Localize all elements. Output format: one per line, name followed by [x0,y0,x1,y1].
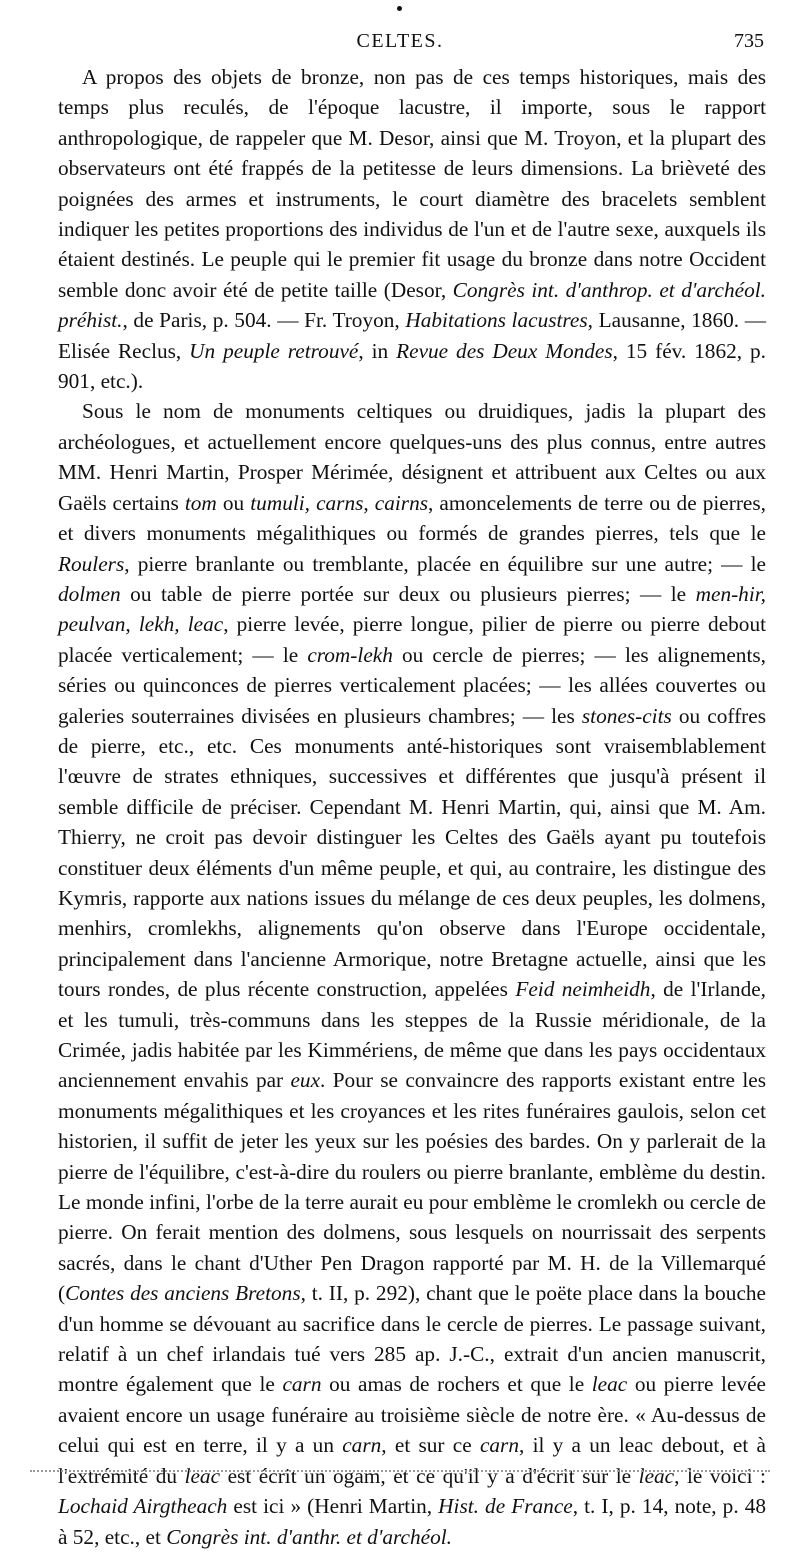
text-run: ou amas de rochers et que le [321,1372,592,1397]
text-run: A propos des objets de bronze, non pas de ces temps historiques, mais des temps plus reculés, de l'époque lacustre, il importe, sous le rapport anthropologique, de rappeler que M. Desor, ainsi que M. Troyon, et la plupart des observateurs ont été frappés de la petitesse de leurs dimensions. La brièveté des poignées des armes et instruments, le court diamètre des bracelets semblent indiquer les petites proportions des individus de l'un et de l'autre sexe, auxquels ils étaient destinés. Le peuple qui le premier fit usage du bronze dans notre Occident semble donc avoir été de petite taille (Desor, [58,65,766,302]
printer-mark [397,6,402,11]
italic-run: leac [184,1463,221,1488]
running-head [0,30,800,58]
italic-run: stones-cits [581,703,672,728]
italic-run: men-hir, peulvan, lekh, leac [58,581,766,637]
italic-run: Lochaid Airgtheach [58,1494,228,1519]
italic-run: crom-lekh [307,642,393,667]
text-run: est écrit un ogam, et ce qu'il y a d'écrit sur le [220,1463,639,1488]
italic-run: Hist. de France [438,1494,573,1519]
paragraph [58,62,766,396]
text-run: , in [358,338,397,363]
italic-run: carn [342,1433,382,1458]
text-run: ou cercle de pierres; — les alignements, séries ou quinconces de pierres verticalement placées; — les allées couvertes ou galeries souterraines divisées en plusieurs chambres; — les [58,642,766,728]
bottom-dotted-rule [30,1470,770,1472]
text-run: , t. I, p. 14, note, p. 48 à 52, etc., et [58,1494,767,1549]
italic-run: carn [282,1372,322,1397]
italic-run: eux [290,1068,321,1093]
italic-run: carn [479,1433,519,1458]
text-run: Sous le nom de monuments celtiques ou druidiques, jadis la plupart des archéologues, et actuellement encore quelques-uns des plus connus, entre autres MM. Henri Martin, Prosper Mérimée, désignent et attribuent aux Celtes ou aux Gaëls certains [58,399,766,515]
italic-run: Feid neimheidh [515,977,651,1002]
text-run: , le voici : [674,1463,766,1488]
text-run: , il y a un leac debout, et à l'extrémité du [58,1433,766,1488]
text-run: , pierre levée, pierre longue, pilier de pierre ou pierre debout placée verticalement; — le [58,612,767,667]
italic-run: Habitations lacustres [405,308,588,333]
italic-run: Revue des Deux Mondes [396,338,613,363]
text-run: ou pierre levée avaient encore un usage funéraire au troisième siècle de notre ère. « Au-dessus de celui qui est en terre, il y a un [58,1372,766,1458]
italic-run: Congrès int. d'anthr. et d'archéol. [166,1524,452,1549]
text-run: . Pour se convaincre des rapports existant entre les monuments mégalithiques et les croyances et les rites funéraires gaulois, selon cet historien, il suffit de jeter les yeux sur les poésies des bardes. On y parlerait de la pierre de l'équilibre, c'est-à-dire du roulers ou pierre branlante, emblème du destin. Le monde infini, l'orbe de la terre aurait eu pour emblème le cromlekh ou cercle de pierre. On ferait mention des dolmens, sous lesquels on nourrissait des serpents sacrés, dans le chant d'Uther Pen Dragon rapporté par M. H. de la Villemarqué ( [58,1068,766,1306]
page-number: 735 [734,30,764,52]
text-run: , de l'Irlande, et les tumuli, très-communs dans les steppes de la Russie méridionale, de la Crimée, jadis habitée par les Kimmériens, de même que dans les pays occidentaux anciennement envahis par [58,977,766,1093]
italic-run: leac [591,1372,628,1397]
italic-run: Contes des anciens Bretons [65,1281,301,1306]
text-run: , de Paris, p. 504. — Fr. Troyon, [122,308,406,333]
italic-run: Roulers [58,551,125,576]
body-text [58,62,766,1552]
text-run: , pierre branlante ou tremblante, placée en équilibre sur une autre; — le [124,551,766,576]
text-run: ou coffres de pierre, etc., etc. Ces monuments anté-historiques sont vraisemblablement l'œuvre de strates ethniques, successives et différentes que jusqu'à présent il semble difficile de préciser. Cependant M. Henri Martin, qui, ainsi que M. Am. Thierry, ne croit pas devoir distinguer les Celtes des Gaëls ayant pu toutefois constituer deux éléments d'un même peuple, et qui, au contraire, les distingue des Kymris, rapporte aux nations issues du mélange de ces deux peuples, les dolmens, menhirs, cromlekhs, alignements qu'on observe dans l'Europe occidentale, principalement dans l'ancienne Armorique, notre Bretagne actuelle, ainsi que les tours rondes, de plus récente construction, appelées [58,703,766,1002]
text-run: , t. II, p. 292), chant que le poëte place dans la bouche d'un homme se dévouant au sacrifice dans le cercle de pierres. Le passage suivant, relatif à un chef irlandais tué vers 285 ap. J.-C., extrait d'un ancien manuscrit, montre également que le [58,1281,766,1397]
text-run: , 15 fév. 1862, p. 901, etc.). [58,338,766,394]
text-run: , et sur ce [381,1433,480,1458]
italic-run: Congrès int. d'anthrop. et d'archéol. préhist. [58,277,766,333]
text-run: est ici » (Henri Martin, [227,1494,439,1519]
italic-run: tom [184,490,217,515]
text-run: , Lausanne, 1860. — Elisée Reclus, [58,308,766,363]
running-title: CELTES. [356,30,444,52]
text-run: ou table de pierre portée sur deux ou plusieurs pierres; — le [120,581,696,606]
italic-run: leac [638,1463,675,1488]
italic-run: Un peuple retrouvé [189,338,359,363]
text-run: ou [216,490,251,515]
text-run: , amoncelements de terre ou de pierres, et divers monuments mégalithiques ou formés de grandes pierres, tels que le [58,490,766,546]
paragraph [58,396,766,1551]
italic-run: tumuli, carns, cairns [250,490,429,515]
italic-run: dolmen [58,581,121,606]
